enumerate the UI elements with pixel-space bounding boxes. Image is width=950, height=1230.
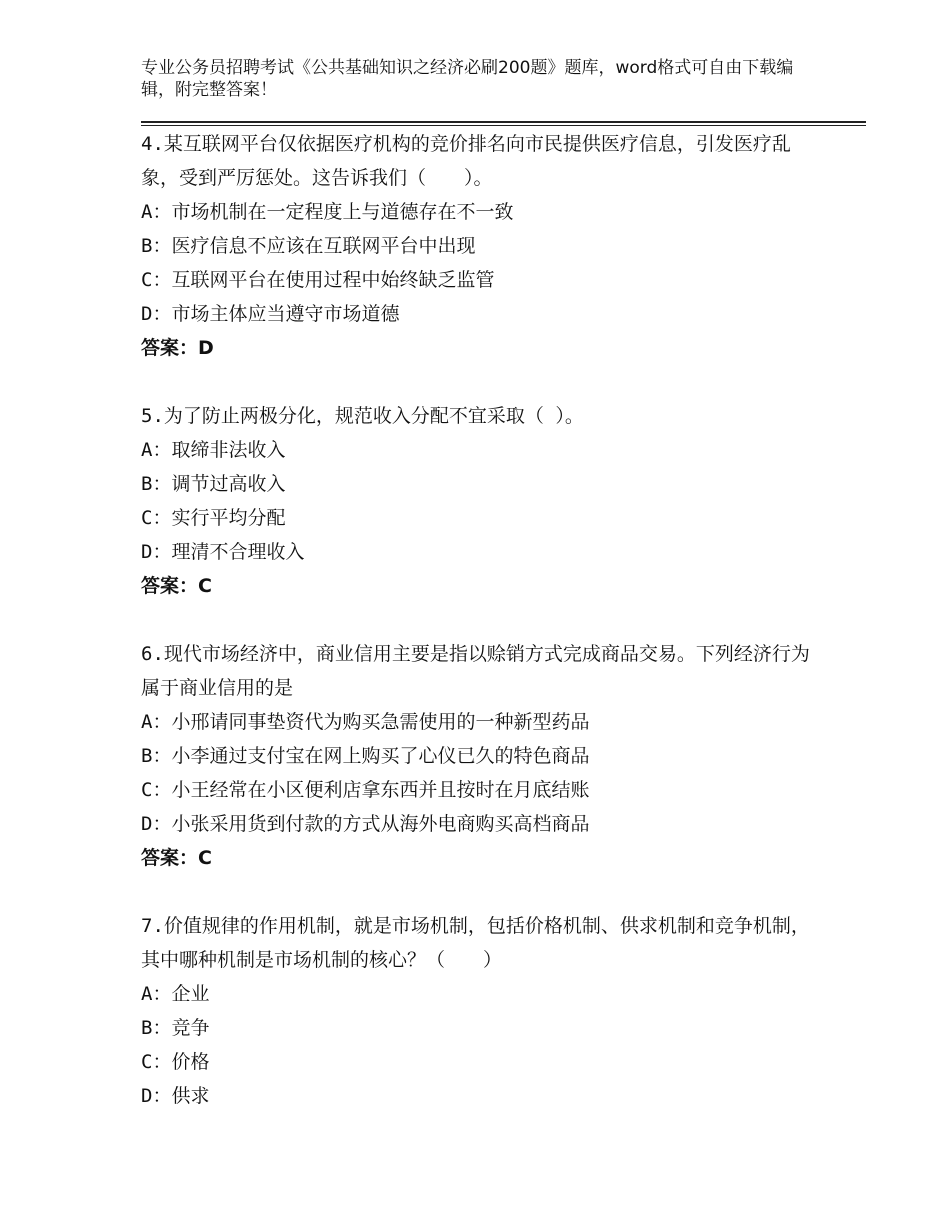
option-a: A：小邢请同事垫资代为购买急需使用的一种新型药品	[141, 711, 590, 733]
question-5	[141, 399, 821, 603]
option-c: C：实行平均分配	[141, 507, 286, 529]
question-stem: 5.为了防止两极分化，规范收入分配不宜采取（ ）。	[141, 405, 584, 427]
option-b: B：小李通过支付宝在网上购买了心仪已久的特色商品	[141, 745, 590, 767]
answer-label: 答案：D	[141, 337, 214, 359]
option-a: A：取缔非法收入	[141, 439, 286, 461]
option-c: C：小王经常在小区便利店拿东西并且按时在月底结账	[141, 779, 590, 801]
option-d: D：小张采用货到付款的方式从海外电商购买高档商品	[141, 813, 590, 835]
option-c: C：互联网平台在使用过程中始终缺乏监管	[141, 269, 495, 291]
question-6	[141, 637, 821, 875]
option-d: D：市场主体应当遵守市场道德	[141, 303, 400, 325]
option-a: A：企业	[141, 983, 210, 1005]
option-d: D：理清不合理收入	[141, 541, 305, 563]
option-b: B：调节过高收入	[141, 473, 286, 495]
question-stem: 6.现代市场经济中，商业信用主要是指以赊销方式完成商品交易。下列经济行为属于商业信用的是	[141, 643, 810, 699]
spacer	[141, 875, 821, 909]
option-a: A：市场机制在一定程度上与道德存在不一致	[141, 201, 514, 223]
answer-label: 答案：C	[141, 575, 212, 597]
question-stem: 7.价值规律的作用机制，就是市场机制，包括价格机制、供求机制和竞争机制，其中哪种机制是市场机制的核心？（ ）	[141, 915, 810, 971]
header-divider-thin	[141, 125, 866, 126]
option-b: B：竞争	[141, 1017, 210, 1039]
document-header: 专业公务员招聘考试《公共基础知识之经济必刷200题》题库，word格式可自由下载编辑，附完整答案！	[141, 58, 794, 100]
question-4	[141, 127, 821, 365]
option-c: C：价格	[141, 1051, 210, 1073]
option-b: B：医疗信息不应该在互联网平台中出现	[141, 235, 476, 257]
question-stem: 4.某互联网平台仅依据医疗机构的竞价排名向市民提供医疗信息，引发医疗乱象，受到严厉惩处。这告诉我们（ ）。	[141, 133, 791, 189]
question-7	[141, 909, 821, 1113]
option-d: D：供求	[141, 1085, 210, 1107]
question-list	[141, 127, 821, 1113]
header-divider-thick	[141, 121, 866, 123]
spacer	[141, 603, 821, 637]
answer-label: 答案：C	[141, 847, 212, 869]
spacer	[141, 365, 821, 399]
